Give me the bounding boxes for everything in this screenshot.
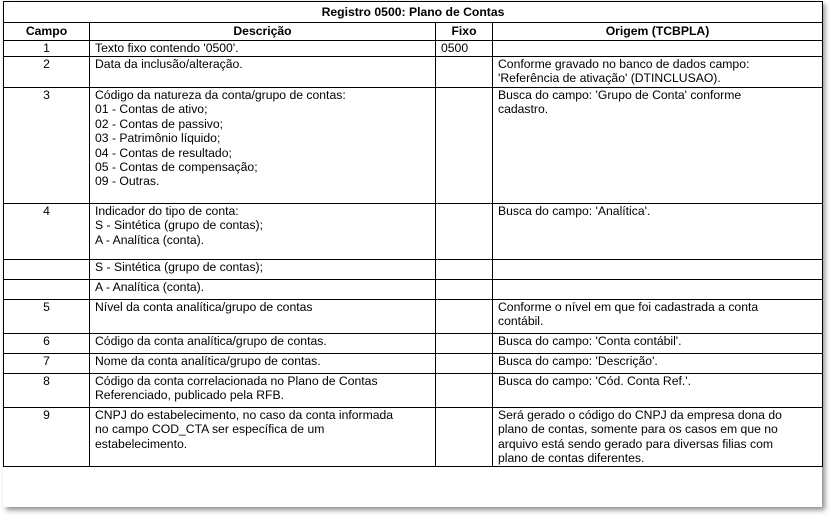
descricao-line: Referenciado, publicado pela RFB. bbox=[95, 388, 285, 403]
origem-line: cadastro. bbox=[498, 102, 549, 117]
cell-fixo bbox=[436, 260, 493, 280]
cell-campo: 6 bbox=[4, 334, 90, 354]
cell-campo: 4 bbox=[4, 204, 90, 260]
descricao-line: A - Analítica (conta). bbox=[95, 280, 205, 294]
descricao-line: 03 - Patrimônio líquido; bbox=[95, 131, 221, 146]
cell-fixo: 0500 bbox=[436, 41, 493, 57]
descricao-line: Nome da conta analítica/grupo de contas. bbox=[95, 354, 321, 368]
descricao-line: 01 - Contas de ativo; bbox=[95, 102, 208, 117]
cell-origem bbox=[493, 41, 823, 57]
cell-campo: 1 bbox=[4, 41, 90, 57]
origem-line: Conforme o nível em que foi cadastrada a conta bbox=[498, 300, 759, 314]
cell-descricao bbox=[90, 88, 436, 204]
table-row bbox=[4, 408, 823, 467]
descricao-line: S - Sintética (grupo de contas); bbox=[95, 218, 264, 233]
cell-origem bbox=[493, 300, 823, 334]
descricao-line: no campo COD_CTA ser específica de um bbox=[95, 422, 325, 437]
cell-descricao bbox=[90, 204, 436, 260]
cell-fixo bbox=[436, 408, 493, 467]
descricao-line: Código da conta correlacionada no Plano de Contas bbox=[95, 374, 378, 388]
descricao-line: 04 - Contas de resultado; bbox=[95, 145, 232, 160]
cell-fixo bbox=[436, 280, 493, 300]
cell-fixo bbox=[436, 204, 493, 260]
plano-de-contas-table bbox=[3, 1, 823, 467]
table-row bbox=[4, 374, 823, 408]
origem-line: Busca do campo: 'Conta contábil'. bbox=[498, 334, 682, 348]
cell-origem bbox=[493, 408, 823, 467]
origem-line: 'Referência de ativação' (DTINCLUSAO). bbox=[498, 71, 721, 86]
table-row bbox=[4, 354, 823, 374]
cell-fixo bbox=[436, 354, 493, 374]
cell-descricao bbox=[90, 57, 436, 88]
table-row bbox=[4, 300, 823, 334]
cell-campo: 3 bbox=[4, 88, 90, 204]
cell-fixo bbox=[436, 374, 493, 408]
cell-descricao bbox=[90, 334, 436, 354]
descricao-line: 02 - Contas de passivo; bbox=[95, 116, 224, 131]
header-fixo: Fixo bbox=[436, 23, 493, 41]
table-title-row bbox=[4, 2, 823, 23]
descricao-line: Código da natureza da conta/grupo de contas: bbox=[95, 88, 346, 102]
descricao-line: A - Analítica (conta). bbox=[95, 232, 205, 247]
cell-campo: 8 bbox=[4, 374, 90, 408]
descricao-line: 05 - Contas de compensação; bbox=[95, 160, 258, 175]
origem-line: Busca do campo: 'Analítica'. bbox=[498, 204, 651, 218]
cell-campo: 5 bbox=[4, 300, 90, 334]
origem-line: Busca do campo: 'Grupo de Conta' conforme bbox=[498, 88, 742, 102]
origem-line: arquivo está sendo gerado para diversas filias com bbox=[498, 436, 774, 451]
cell-fixo bbox=[436, 300, 493, 334]
cell-campo bbox=[4, 280, 90, 300]
cell-campo: 7 bbox=[4, 354, 90, 374]
header-campo: Campo bbox=[4, 23, 90, 41]
origem-line: Será gerado o código do CNPJ da empresa dona do bbox=[498, 408, 782, 422]
cell-origem bbox=[493, 354, 823, 374]
table-row bbox=[4, 280, 823, 300]
cell-descricao bbox=[90, 408, 436, 467]
table-row bbox=[4, 204, 823, 260]
cell-origem bbox=[493, 374, 823, 408]
origem-line: plano de contas, somente para os casos em que no bbox=[498, 422, 778, 437]
descricao-line: Data da inclusão/alteração. bbox=[95, 57, 243, 71]
table-row bbox=[4, 88, 823, 204]
header-origem: Origem (TCBPLA) bbox=[493, 23, 823, 41]
origem-line: Conforme gravado no banco de dados campo: bbox=[498, 57, 750, 71]
cell-campo: 9 bbox=[4, 408, 90, 467]
origem-line: Busca do campo: 'Cód. Conta Ref.'. bbox=[498, 374, 691, 388]
descricao-line: CNPJ do estabelecimento, no caso da conta informada bbox=[95, 408, 394, 422]
origem-line: contábil. bbox=[498, 314, 544, 329]
header-descricao: Descrição bbox=[90, 23, 436, 41]
descricao-line: S - Sintética (grupo de contas); bbox=[95, 260, 264, 274]
cell-origem bbox=[493, 204, 823, 260]
descricao-line: Nível da conta analítica/grupo de contas bbox=[95, 300, 313, 314]
cell-origem bbox=[493, 334, 823, 354]
table-body bbox=[4, 41, 823, 467]
document-frame bbox=[3, 1, 822, 507]
cell-campo: 2 bbox=[4, 57, 90, 88]
table-header-row bbox=[4, 23, 823, 41]
cell-descricao bbox=[90, 354, 436, 374]
cell-fixo bbox=[436, 57, 493, 88]
table-row bbox=[4, 260, 823, 280]
cell-origem bbox=[493, 88, 823, 204]
origem-line: Busca do campo: 'Descrição'. bbox=[498, 354, 658, 368]
cell-descricao bbox=[90, 41, 436, 57]
descricao-line: Texto fixo contendo '0500'. bbox=[95, 41, 239, 55]
table-row bbox=[4, 334, 823, 354]
cell-descricao bbox=[90, 300, 436, 334]
cell-fixo bbox=[436, 88, 493, 204]
cell-origem bbox=[493, 280, 823, 300]
descricao-line: estabelecimento. bbox=[95, 436, 188, 451]
descricao-line: Indicador do tipo de conta: bbox=[95, 204, 239, 218]
cell-origem bbox=[493, 57, 823, 88]
origem-line: plano de contas diferentes. bbox=[498, 451, 645, 466]
cell-campo bbox=[4, 260, 90, 280]
table-title: Registro 0500: Plano de Contas bbox=[4, 2, 823, 23]
table-row bbox=[4, 57, 823, 88]
table-row bbox=[4, 41, 823, 57]
cell-descricao bbox=[90, 374, 436, 408]
cell-descricao bbox=[90, 260, 436, 280]
descricao-line: Código da conta analítica/grupo de contas. bbox=[95, 334, 327, 348]
cell-fixo bbox=[436, 334, 493, 354]
descricao-line: 09 - Outras. bbox=[95, 174, 160, 189]
cell-origem bbox=[493, 260, 823, 280]
cell-descricao bbox=[90, 280, 436, 300]
